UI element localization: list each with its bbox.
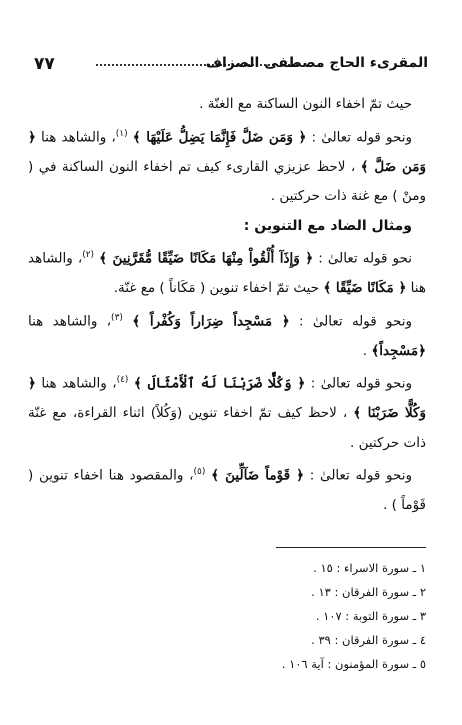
- quran-verse-example: ﴿ وَمَن ضَلَّ ﴾: [28, 129, 426, 175]
- quran-verse-example: ﴿ وَكُلًّا ضَرَبْنَا ﴾: [28, 375, 426, 421]
- page-header: [34, 54, 428, 76]
- paragraph-5-mid: ، والشاهد هنا: [35, 375, 117, 392]
- quran-verse-example: ﴿ مَكَانًا ضَيِّقًا ﴾: [323, 280, 407, 296]
- quran-verse: ﴿ وَكُلًّا ضَرَبْنَا لَهُ ٱلْأَمْثَالَ ﴾: [133, 375, 306, 392]
- footnote-ref: (٣): [111, 312, 123, 323]
- paragraph-4: [28, 304, 426, 367]
- paragraph-4-end: .: [362, 342, 372, 359]
- quran-verse: ﴿ وَإِذَآ أُلْقُواْ مِنْهَا مَكَانًا ضَيِّقًا مُّقَرَّنِينَ ﴾: [99, 250, 314, 267]
- paragraph-2-intro: ونحو قوله تعالىٰ :: [306, 129, 412, 145]
- paragraph-2-end: ، لاحظ عزيزي القارىء كيف تم اخفاء النون الساكنة في ( ومنْ ) مع غنة ذات حركتين .: [28, 158, 426, 204]
- paragraph-2: [28, 120, 426, 212]
- footnotes: [120, 556, 426, 676]
- paragraph-3-end: حيث تمّ اخفاء تنوين ( مَكَاناً ) مع غنّة.: [113, 280, 324, 296]
- paragraph-5-end: ، لاحظ كيف تمّ اخفاء تنوين (وَكُلاً) اثناء القراءة، مع غنّة ذات حركتين .: [28, 405, 426, 451]
- quran-verse-example: ﴿مَسْجِداً﴾: [371, 342, 426, 359]
- running-head: المقرىء الحاج مصطفى الصزاف: [205, 55, 428, 71]
- paragraph-3-intro: نحو قوله تعالىٰ :: [313, 250, 412, 267]
- paragraph-4-mid: ، والشاهد هنا: [28, 313, 112, 329]
- paragraph-1: حيث تمّ اخفاء النون الساكنة مع الغنّة .: [199, 96, 412, 112]
- section-heading: ومثال الضاد مع التنوين :: [243, 217, 412, 234]
- paragraph-5-intro: ونحو قوله تعالىٰ :: [305, 375, 412, 392]
- paragraph-6-end: ، والمقصود هنا اخفاء تنوين ( قَوْماً ) .: [28, 467, 426, 513]
- quran-verse: ﴿ مَسْجِداً ضِرَاراً وَكُفْراً ﴾: [132, 313, 290, 329]
- quran-verse: ﴿ وَمَن ضَلَّ فَإِنَّمَا يَضِلُّ عَلَيْهَا ﴾: [132, 129, 307, 145]
- paragraph-3-mid: ، والشاهد هنا: [28, 250, 426, 296]
- footnote-ref: (١): [115, 128, 128, 139]
- paragraph-6-intro: ونحو قوله تعالىٰ :: [304, 467, 412, 484]
- footnote-ref: (٤): [116, 375, 129, 385]
- paragraph-2-mid: ، والشاهد هنا: [35, 129, 116, 145]
- paragraph-6: [28, 458, 426, 521]
- page-number: ٧٧: [34, 54, 55, 74]
- paragraph-4-intro: ونحو قوله تعالىٰ :: [289, 313, 412, 329]
- body-text: [28, 90, 426, 521]
- footnote-rule: [276, 547, 426, 548]
- footnote-3: ٣ ـ سورة التوبة : ١٠٧ .: [315, 609, 426, 623]
- paragraph-3: [28, 241, 426, 304]
- footnote-ref: (٢): [82, 250, 95, 260]
- footnote-1: ١ ـ سورة الاسراء : ١٥ .: [313, 561, 426, 575]
- footnote-4: ٤ ـ سورة الفرقان : ٣٩ .: [311, 633, 426, 647]
- footnote-ref: (٥): [193, 467, 206, 477]
- footnote-5: ٥ ـ سورة المؤمنون : آية ١٠٦ .: [281, 657, 426, 671]
- footnote-2: ٢ ـ سورة الفرقان : ١٣ .: [311, 585, 426, 599]
- quran-verse: ﴿ قَوْماً ضَآلِّينَ ﴾: [211, 467, 305, 484]
- paragraph-5: [28, 366, 426, 458]
